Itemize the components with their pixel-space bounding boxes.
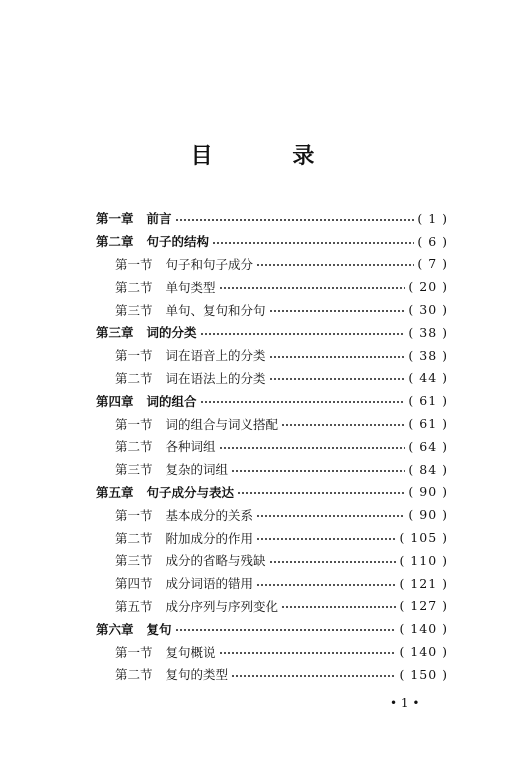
entry-title: 基本成分的关系 [165,507,254,523]
entry-page-number: ( 150 ) [399,666,448,682]
entry-number: 第四节 [115,576,153,592]
dot-leader [281,602,396,612]
entry-title: 成分序列与序列变化 [165,598,279,614]
entry-number: 第二节 [115,667,153,683]
dot-leader [231,466,405,476]
toc-section-entry [96,526,448,549]
dot-leader [269,352,406,362]
entry-page-number: ( 20 ) [408,279,448,295]
entry-page-number: ( 127 ) [399,598,448,614]
toc-chapter-entry [96,321,448,344]
entry-title: 复杂的词组 [165,462,229,478]
entry-number: 第一节 [115,507,153,523]
entry-title: 单句类型 [165,279,216,295]
entry-page-number: ( 64 ) [408,438,448,454]
entry-title: 词在语音上的分类 [165,348,266,364]
entry-title: 复句的类型 [165,667,229,683]
entry-page-number: ( 61 ) [408,416,448,432]
toc-chapter-entry [96,230,448,253]
entry-page-number: ( 84 ) [408,461,448,477]
entry-number: 第二章 [96,234,134,250]
toc-section-entry [96,458,448,481]
toc-section-entry [96,412,448,435]
dot-leader [200,397,406,407]
entry-title: 复句概说 [165,644,216,660]
entry-title: 词的组合与词义搭配 [165,416,279,432]
entry-title: 句子的结构 [146,234,210,250]
toc-section-entry [96,503,448,526]
dot-leader [256,534,396,544]
page-number: • 1 • [390,696,420,710]
toc-section-entry [96,253,448,276]
dot-leader [281,420,405,430]
toc-section-entry [96,549,448,572]
entry-page-number: ( 7 ) [417,256,448,272]
dot-leader [219,648,397,658]
entry-page-number: ( 121 ) [399,575,448,591]
entry-title: 词在语法上的分类 [165,370,266,386]
entry-number: 第三节 [115,302,153,318]
dot-leader [175,215,415,225]
entry-title: 前言 [146,211,172,227]
dot-leader [231,671,396,681]
entry-number: 第一节 [115,348,153,364]
entry-page-number: ( 90 ) [408,484,448,500]
entry-page-number: ( 30 ) [408,302,448,318]
entry-number: 第二节 [115,370,153,386]
entry-page-number: ( 1 ) [417,210,448,226]
entry-title: 句子和句子成分 [165,256,254,272]
dot-leader [212,238,414,248]
entry-number: 第一节 [115,256,153,272]
dot-leader [219,283,406,293]
entry-number: 第二节 [115,279,153,295]
entry-title: 附加成分的作用 [165,530,254,546]
entry-page-number: ( 38 ) [408,324,448,340]
toc-chapter-entry [96,207,448,230]
dot-leader [269,557,397,567]
entry-page-number: ( 90 ) [408,507,448,523]
entry-title: 单句、复句和分句 [165,302,266,318]
entry-number: 第一章 [96,211,134,227]
dot-leader [256,511,405,521]
page-title: 目 录 [190,144,351,169]
entry-page-number: ( 61 ) [408,393,448,409]
entry-number: 第六章 [96,621,134,637]
entry-page-number: ( 38 ) [408,347,448,363]
entry-number: 第二节 [115,530,153,546]
entry-title: 复句 [146,621,172,637]
entry-number: 第五章 [96,484,134,500]
entry-page-number: ( 105 ) [399,530,448,546]
entry-title: 句子成分与表达 [146,484,235,500]
toc-section-entry [96,275,448,298]
toc-chapter-entry [96,481,448,504]
dot-leader [175,625,397,635]
table-of-contents [96,207,448,686]
entry-number: 第二节 [115,439,153,455]
entry-title: 词的组合 [146,393,197,409]
toc-section-entry [96,595,448,618]
entry-number: 第一节 [115,644,153,660]
entry-page-number: ( 6 ) [417,233,448,249]
toc-section-entry [96,367,448,390]
entry-number: 第三节 [115,462,153,478]
dot-leader [200,329,406,339]
toc-section-entry [96,640,448,663]
toc-section-entry [96,344,448,367]
toc-chapter-entry [96,389,448,412]
dot-leader [269,306,406,316]
dot-leader [237,488,405,498]
entry-page-number: ( 110 ) [399,552,448,568]
toc-section-entry [96,435,448,458]
entry-page-number: ( 44 ) [408,370,448,386]
entry-page-number: ( 140 ) [399,644,448,660]
toc-section-entry [96,663,448,686]
entry-number: 第五节 [115,598,153,614]
entry-page-number: ( 140 ) [399,621,448,637]
toc-chapter-entry [96,617,448,640]
entry-title: 各种词组 [165,439,216,455]
entry-number: 第一节 [115,416,153,432]
entry-title: 成分的省略与残缺 [165,553,266,569]
dot-leader [256,260,414,270]
dot-leader [219,443,406,453]
dot-leader [269,374,406,384]
entry-number: 第三章 [96,325,134,341]
entry-title: 词的分类 [146,325,197,341]
toc-section-entry [96,298,448,321]
toc-section-entry [96,572,448,595]
entry-number: 第四章 [96,393,134,409]
entry-title: 成分词语的错用 [165,576,254,592]
dot-leader [256,580,396,590]
entry-number: 第三节 [115,553,153,569]
